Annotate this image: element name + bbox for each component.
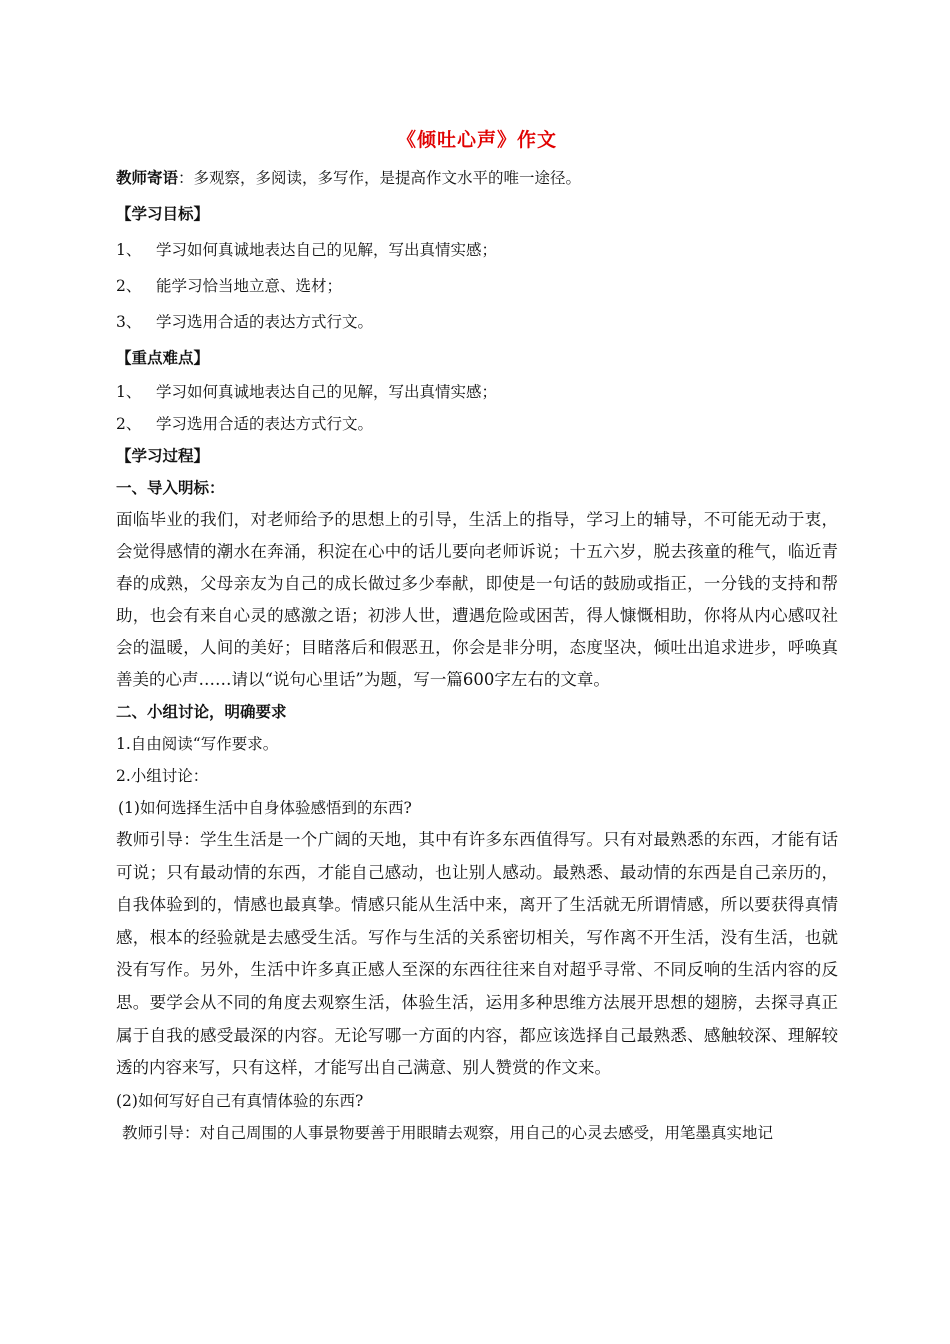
keypoint-item: 2、 学习选用合适的表达方式行文。 [116, 415, 374, 433]
motto-text: ：多观察，多阅读，多写作，是提高作文水平的唯一途径。 [178, 169, 582, 187]
question-2: (2)如何写好自己有真情体验的东西? [116, 1091, 364, 1110]
answer-2-paragraph: 教师引导：对自己周围的人事景物要善于用眼睛去观察，用自己的心灵去感受，用笔墨真实地记 [122, 1123, 774, 1142]
section1-heading: 一、导入明标： [116, 479, 225, 497]
document-page [116, 126, 838, 1149]
motto-label: 教师寄语 [116, 169, 179, 187]
step-1: 1.自由阅读“写作要求。 [116, 735, 279, 753]
teacher-motto [116, 160, 838, 196]
goals-heading: 【学习目标】 [116, 205, 210, 223]
intro-paragraph: 面临毕业的我们，对老师给予的思想上的引导，生活上的指导，学习上的辅导，不可能无动于衷，会觉得感情的潮水在奔涌，积淀在心中的话儿要向老师诉说；十五六岁，脱去孩童的稚气，临近青春的成熟，父母亲友为自己的成长做过多少奉献，即使是一句话的鼓励或指正，一分钱的支持和帮助，也会有来自心灵的感激之语；初涉人世，遭遇危险或困苦，得人慷慨相助，你将从内心感叹社会的温暖，人间的美好；目睹落后和假恶丑，你会是非分明，态度坚决，倾吐出追求进步，呼唤真善美的心声……请以“说句心里话”为题，写一篇600字左右的文章。 [116, 510, 838, 689]
answer-1-paragraph: 教师引导：学生生活是一个广阔的天地，其中有许多东西值得写。只有对最熟悉的东西，才能有话可说；只有最动情的东西，才能自己感动，也让别人感动。最熟悉、最动情的东西是自己亲历的，自我体验到的，情感也最真挚。情感只能从生活中来，离开了生活就无所谓情感，所以要获得真情感，根本的经验就是去感受生活。写作与生活的关系密切相关，写作离不开生活，没有生活，也就没有写作。另外，生活中许多真正感人至深的东西往往来自对超乎寻常、不同反响的生活内容的反思。要学会从不同的角度去观察生活，体验生活，运用多种思维方法展开思想的翅膀，去探寻真正属于自我的感受最深的内容。无论写哪一方面的内容，都应该选择自己最熟悉、感触较深、理解较透的内容来写，只有这样，才能写出自己满意、别人赞赏的作文来。 [116, 830, 838, 1078]
goal-item: 1、 学习如何真诚地表达自己的见解，写出真情实感； [116, 241, 498, 259]
step-2: 2.小组讨论： [116, 767, 209, 785]
process-heading: 【学习过程】 [116, 447, 210, 465]
section2-heading: 二、小组讨论，明确要求 [116, 703, 287, 721]
keypoints-heading: 【重点难点】 [116, 349, 210, 367]
goal-item: 2、 能学习恰当地立意、选材； [116, 277, 343, 295]
document-title: 《倾吐心声》作文 [396, 129, 557, 151]
question-1: (1)如何选择生活中自身体验感悟到的东西? [118, 799, 412, 817]
goal-item: 3、 学习选用合适的表达方式行文。 [116, 313, 374, 331]
keypoint-item: 1、 学习如何真诚地表达自己的见解，写出真情实感； [116, 383, 498, 401]
